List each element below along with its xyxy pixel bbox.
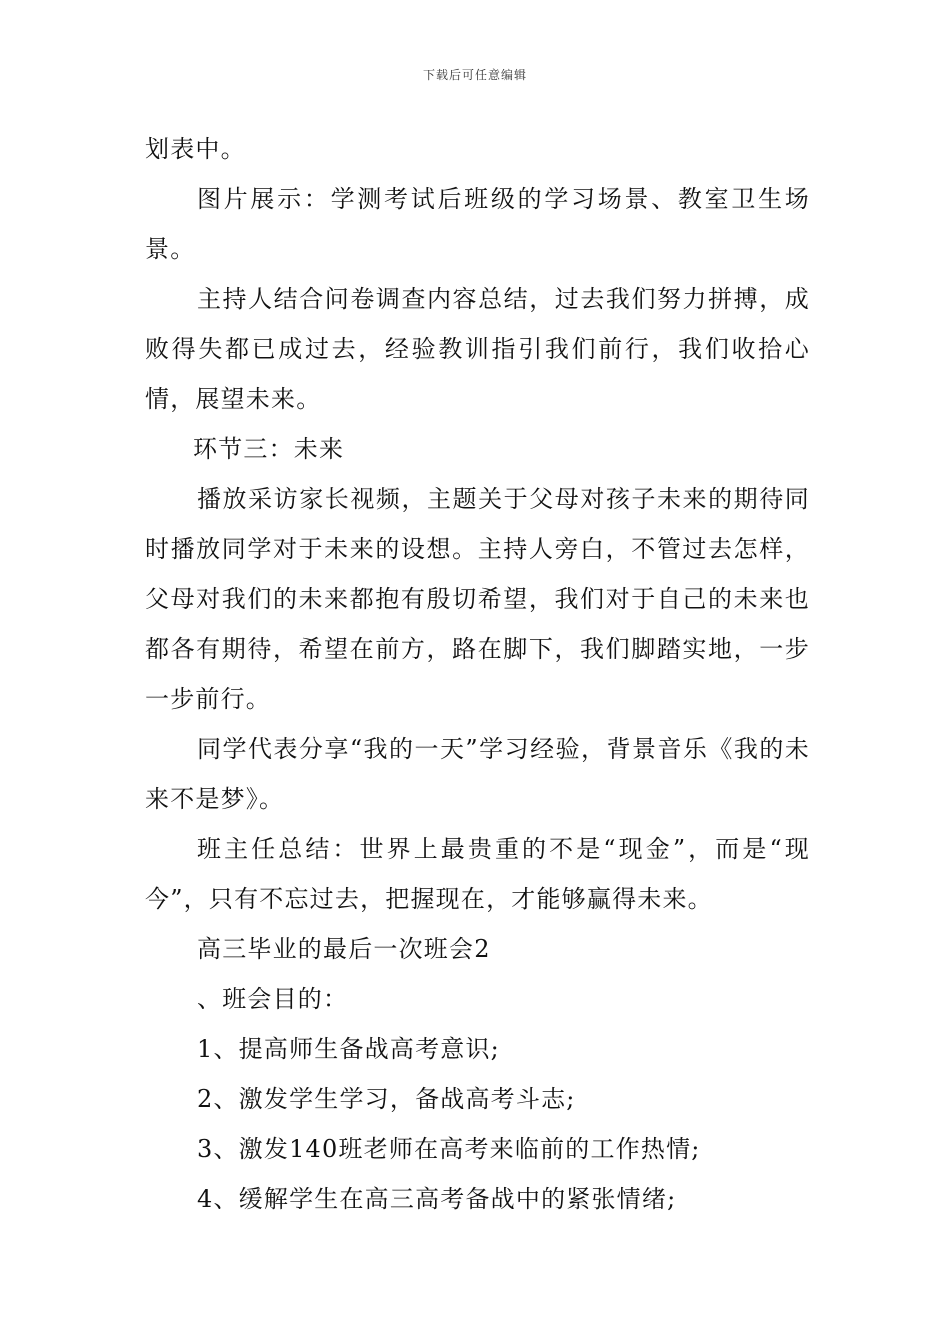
list-item-2: 2、激发学生学习，备战高考斗志; [197, 1085, 576, 1113]
paragraph-continuation: 划表中。 [145, 135, 246, 163]
paragraph-student-share: 同学代表分享“我的一天”学习经验，背景音乐《我的未来不是梦》。 [145, 735, 810, 813]
paragraph-image-display: 图片展示：学测考试后班级的学习场景、教室卫生场景。 [145, 185, 810, 263]
page-header: 下载后可任意编辑 [422, 68, 527, 82]
section-heading-future: 环节三：未来 [193, 435, 345, 463]
section-title-meeting-2: 高三毕业的最后一次班会2 [197, 935, 491, 963]
section-heading-purpose: 、班会目的： [197, 985, 349, 1013]
document-body [145, 124, 810, 1224]
paragraph-teacher-summary: 班主任总结：世界上最贵重的不是“现金”，而是“现今”，只有不忘过去，把握现在，才能够赢得未来。 [145, 835, 810, 913]
paragraph-parent-video: 播放采访家长视频，主题关于父母对孩子未来的期待同时播放同学对于未来的设想。主持人旁白，不管过去怎样，父母对我们的未来都抱有殷切希望，我们对于自己的未来也都各有期待，希望在前方，路在脚下，我们脚踏实地，一步一步前行。 [145, 485, 810, 713]
list-item-1: 1、提高师生备战高考意识; [197, 1035, 500, 1063]
paragraph-host-summary: 主持人结合问卷调查内容总结，过去我们努力拼搏，成败得失都已成过去，经验教训指引我们前行，我们收拾心情，展望未来。 [145, 285, 810, 413]
list-item-4: 4、缓解学生在高三高考备战中的紧张情绪; [197, 1185, 677, 1213]
list-item-3: 3、激发140班老师在高考来临前的工作热情; [197, 1135, 701, 1163]
